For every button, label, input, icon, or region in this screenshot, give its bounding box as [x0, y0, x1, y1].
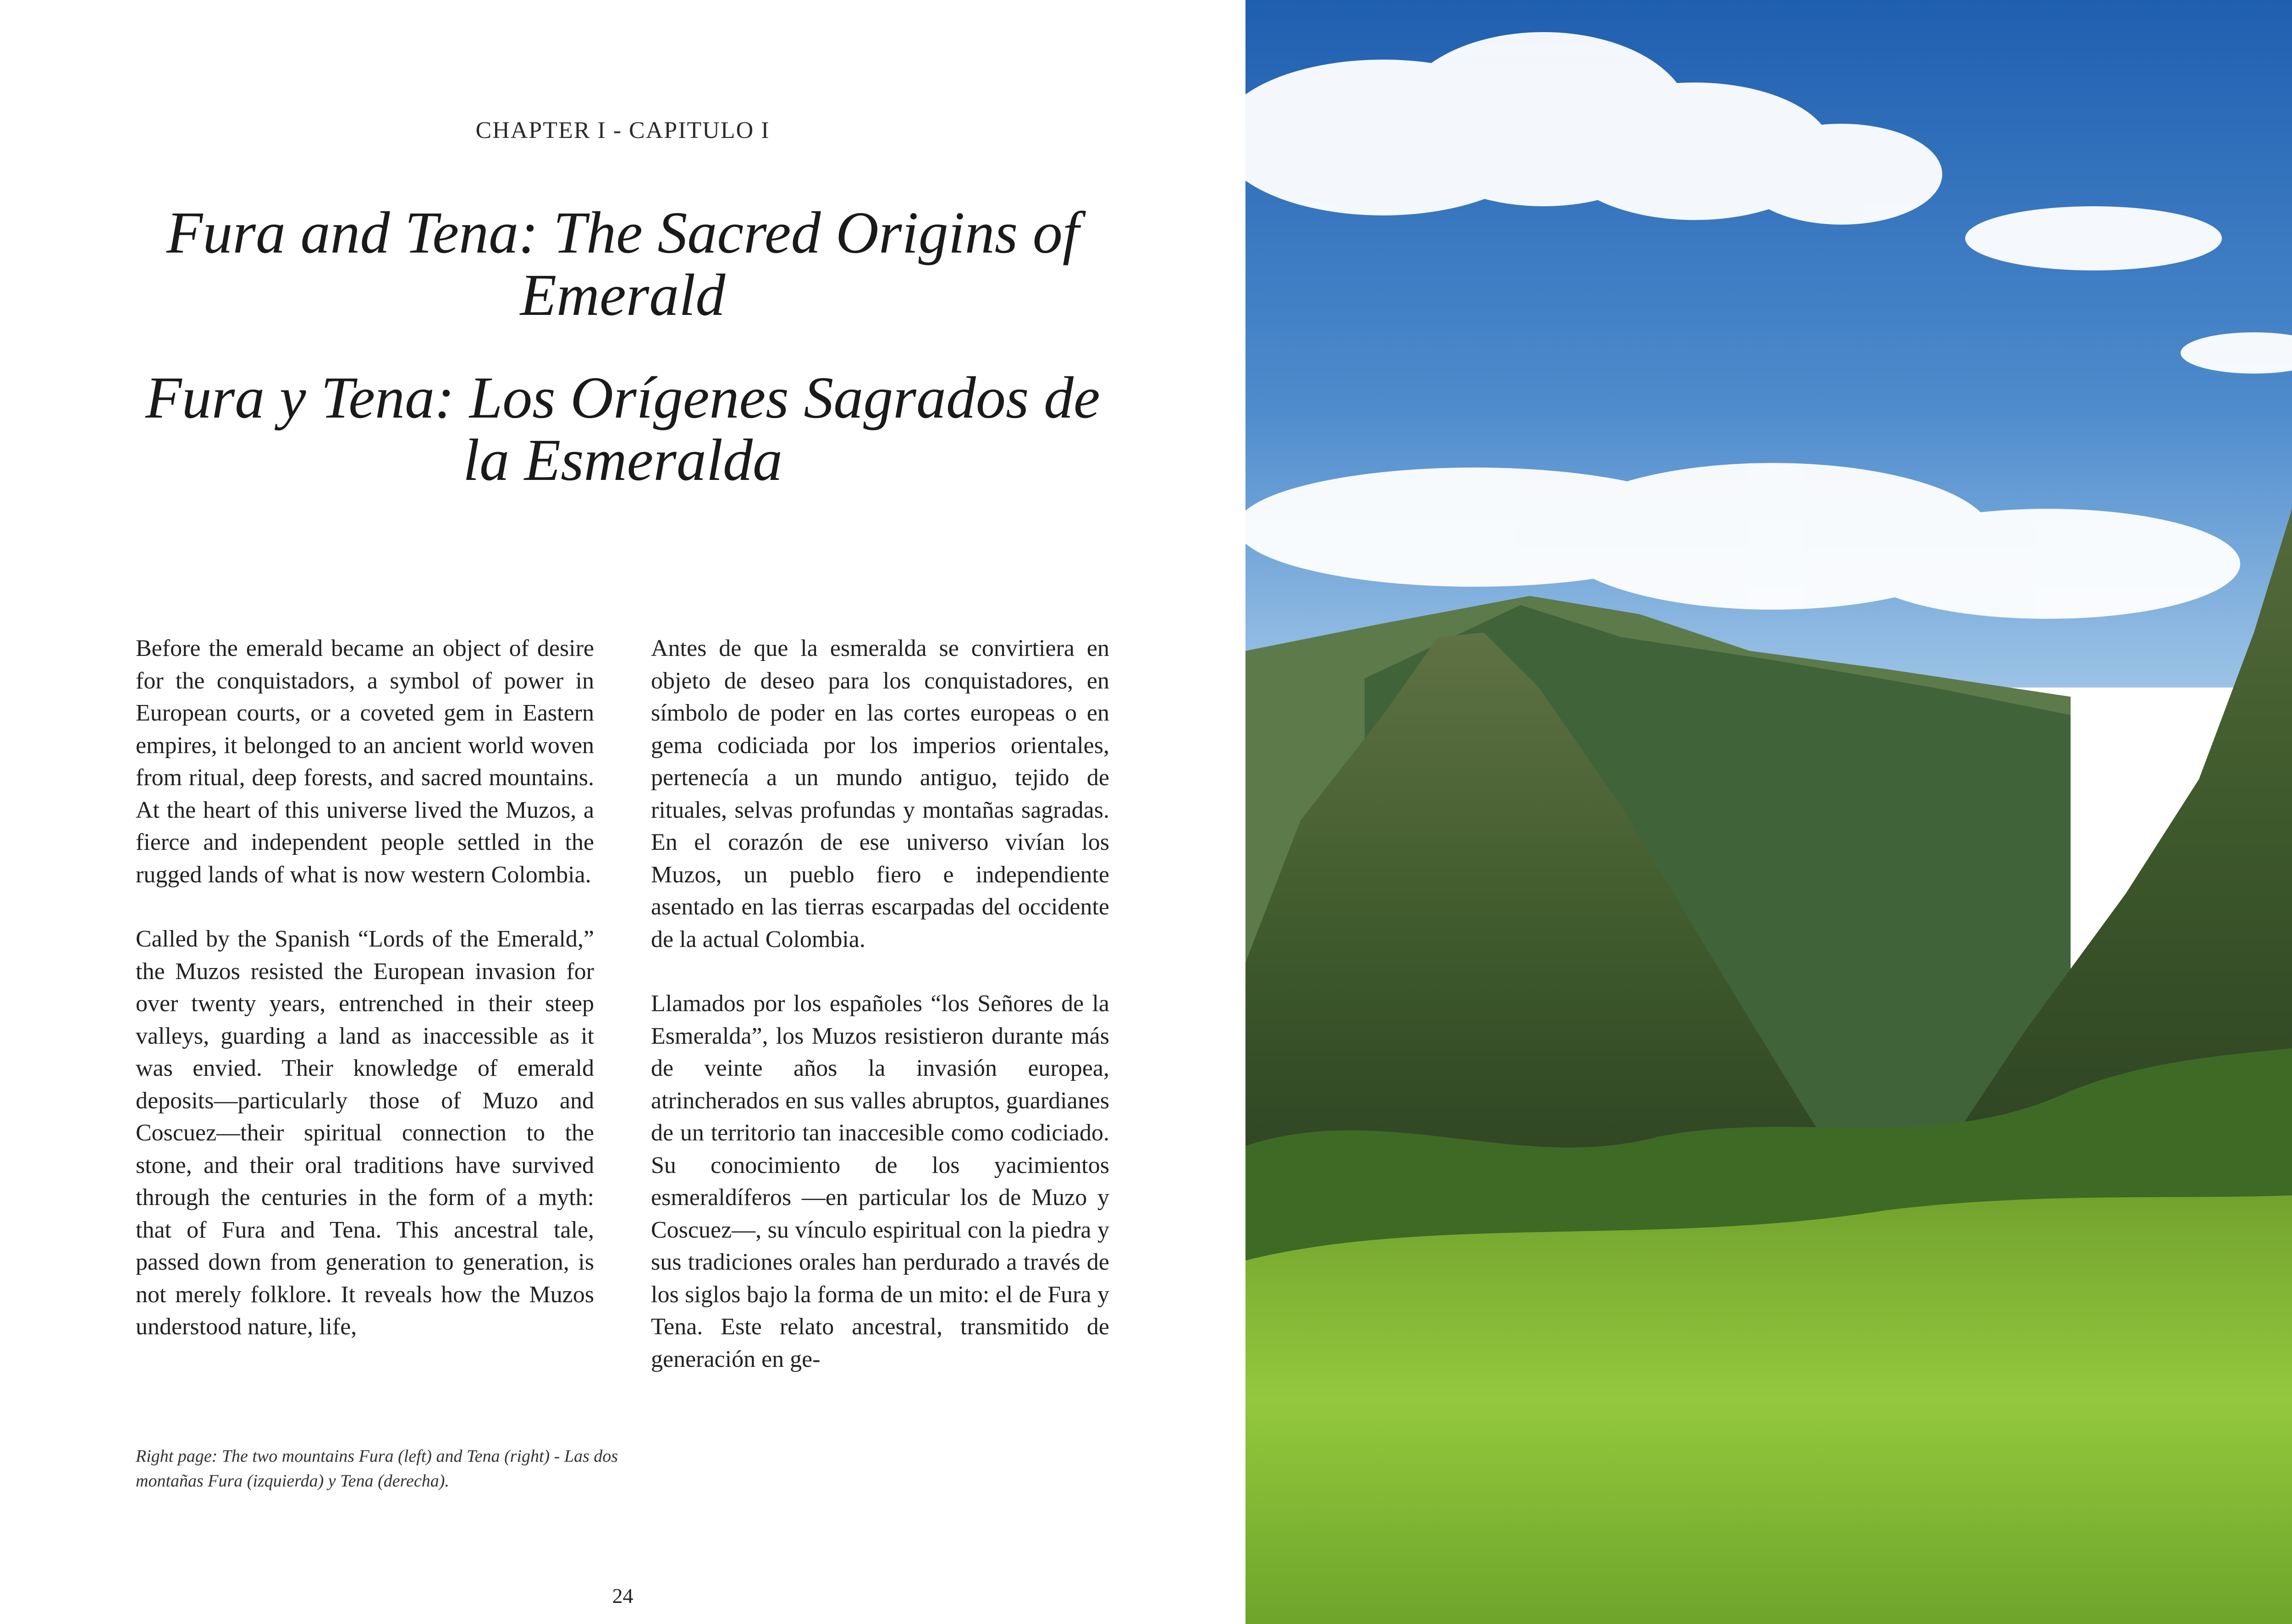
title-spanish: Fura y Tena: Los Orígenes Sagrados de la Esmeralda [145, 365, 1100, 493]
english-column [136, 633, 594, 1376]
landscape-illustration [1245, 0, 2292, 1624]
spanish-paragraph-1: Antes de que la esmeralda se convirtiera en objeto de deseo para los conquistadores, en símbolo de poder en las cortes europeas o en gema codiciada por los imperios orientales, pertenecía a un mundo antiguo, tejido de rituales, selvas profundas y montañas sagradas. En el corazón de ese universo vivían los Muzos, un pueblo fiero e independiente asentado en las tierras escarpadas del occidente de la actual Colombia. [651, 635, 1109, 952]
photo-caption: Right page: The two mountains Fura (left) and Tena (right) - Las dos montañas Fura (izquierda) y Tena (derecha). [136, 1447, 618, 1491]
spanish-paragraph-2: Llamados por los españoles “los Señores de la Esmeralda”, los Muzos resistieron durante más de veinte años la invasión europea, atrincherados en sus valles abruptos, guardianes de un territorio tan inaccesible como codiciado. Su conocimiento de los yacimientos esmeraldíferos —en particular los de Muzo y Coscuez—, su vínculo espiritual con la piedra y sus tradiciones orales han perdurado a través de los siglos bajo la forma de un mito: el de Fura y Tena. Este relato ancestral, transmitido de generación en ge- [651, 991, 1109, 1372]
title-english: Fura and Tena: The Sacred Origins of Emerald [166, 200, 1079, 328]
english-paragraph-2: Called by the Spanish “Lords of the Emerald,” the Muzos resisted the European invasion for over twenty years, entrenched in their steep valleys, guarding a land as inaccessible as it was envied. Their knowledge of emerald deposits—particularly those of Muzo and Coscuez—their spiritual connection to the stone, and their oral traditions have survived through the centuries in the form of a myth: that of Fura and Tena. This ancestral tale, passed down from generation to generation, is not merely folklore. It reveals how the Muzos understood nature, life, [136, 926, 594, 1340]
page-number: 24 [612, 1584, 634, 1607]
chapter-label: CHAPTER I - CAPITULO I [475, 117, 770, 143]
spanish-column [651, 633, 1109, 1408]
grass-foreground [1245, 1173, 2292, 1624]
english-paragraph-1: Before the emerald became an object of desire for the conquistadors, a symbol of power in European courts, or a coveted gem in Eastern empires, it belonged to an ancient world woven from ritual, deep forests, and sacred mountains. At the heart of this universe lived the Muzos, a fierce and independent people settled in the rugged lands of what is now western Colombia. [136, 635, 594, 888]
mountain-landscape-photo [1245, 0, 2292, 1624]
